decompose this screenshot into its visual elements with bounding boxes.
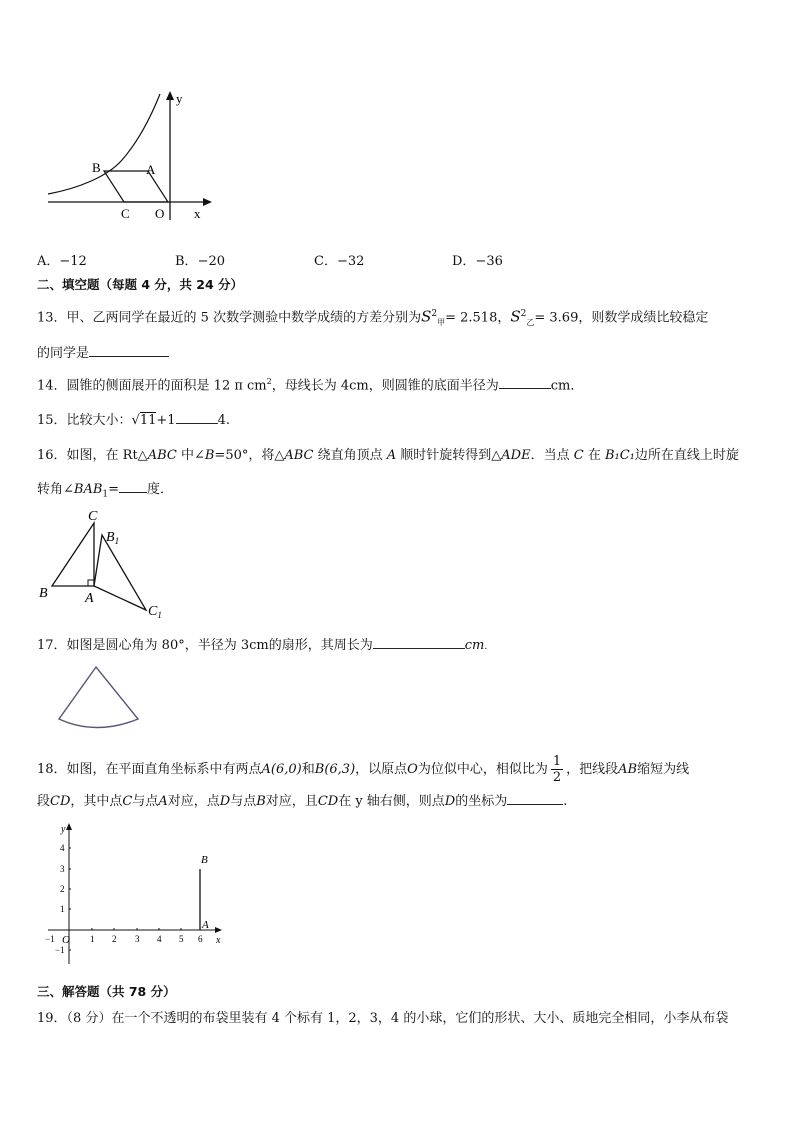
q18-line1: 18．如图，在平面直角坐标系中有两点A(6,0)和B(6,3)，以原点O为位似中心，相似比为 $\frac{1}{2}$ ，把线段AB缩短为线: [37, 754, 690, 785]
answer-blank-15[interactable]: [176, 410, 218, 424]
curve: [48, 94, 160, 194]
x-tick-label: 2: [112, 934, 117, 944]
y-tick-label: 2: [60, 884, 65, 894]
q13-line1: 13．甲、乙两同学在最近的 5 次数学测验中数学成绩的方差分别为$S^2_甲= 2.518$，$S^2_乙= 3.69$，则数学成绩比较稳定: [37, 307, 709, 327]
x-tick-label: 1: [90, 934, 95, 944]
sqrt-symbol: √: [131, 413, 140, 428]
x-tick-label: 6: [198, 934, 203, 944]
label-B: B: [92, 160, 101, 175]
q18-line2: 段CD，其中点C与点A对应，点D与点B对应，且CD在 y 轴右侧，则点D的坐标为 .: [37, 791, 567, 811]
q16-line2: 转角$\angle BAB_1=$ 度．: [37, 479, 173, 504]
section-3-title: 三、解答题（共 78 分）: [37, 984, 176, 999]
triangle-abc: [52, 523, 94, 586]
right-angle-mark: [88, 580, 94, 586]
y-tick-label: 4: [60, 843, 65, 853]
x-tick-label: 5: [179, 934, 184, 944]
q17-line: 17．如图是圆心角为 80°，半径为 3cm的扇形，其周长为 cm.: [37, 635, 487, 656]
answer-blank-14[interactable]: [499, 375, 551, 389]
q14-line: 14．圆锥的侧面展开的面积是 12 π $cm^2$，母线长为 4cm，则圆锥的底面半径为 cm．: [37, 377, 584, 394]
fig16-A: A: [85, 591, 94, 606]
label-O: O: [155, 206, 165, 221]
fig18-point-B: B: [201, 854, 208, 866]
y-tick-label: −1: [55, 945, 65, 955]
fig18-y: y: [61, 824, 66, 835]
fig18-origin: O: [62, 934, 70, 946]
answer-blank-17[interactable]: [373, 635, 465, 649]
label-y: y: [176, 91, 183, 106]
answer-blank-13[interactable]: [89, 343, 169, 357]
label-C: C: [121, 206, 130, 221]
parallelogram-abco: [104, 171, 168, 202]
label-x: x: [194, 206, 201, 221]
q16-line1: 16．如图，在 Rt△ABC 中∠B=50°，将△ABC 绕直角顶点 A 顺时针旋转得到△ADE．当点 C 在 B₁C₁边所在直线上时旋: [37, 448, 739, 463]
fig16-B1: $B_1$: [106, 530, 120, 546]
answer-blank-16[interactable]: [119, 479, 147, 493]
y-tick-label: 1: [60, 904, 65, 914]
fig16-C1: $C_1$: [148, 604, 162, 620]
x-tick-label: −1: [45, 934, 55, 944]
section-2-title: 二、填空题（每题 4 分，共 24 分）: [37, 277, 244, 292]
option-d: D．−36: [452, 254, 503, 269]
q19-line: 19．（8 分）在一个不透明的布袋里装有 4 个标有 1，2，3，4 的小球，它们的形状、大小、质地完全相同，小李从布袋: [37, 1011, 729, 1026]
q15-line: 15．比较大小：√11+1 4.: [37, 410, 230, 430]
fig18-x: x: [216, 935, 221, 946]
x-tick-label: 4: [157, 934, 162, 944]
figure-q12: [40, 88, 220, 228]
label-A: A: [146, 162, 156, 177]
triangle-ab1c1: [94, 535, 146, 610]
figure-q18-plane: [40, 818, 230, 968]
option-a: A．−12: [37, 254, 87, 269]
fig18-point-A: A: [202, 919, 209, 931]
figure-q16: [35, 505, 175, 620]
answer-blank-18[interactable]: [507, 791, 563, 805]
fig16-C: C: [88, 509, 98, 524]
y-tick-label: 3: [60, 864, 65, 874]
fraction: $\frac{1}{2}$: [552, 754, 562, 785]
option-b: B．−20: [175, 254, 225, 269]
x-tick-label: 3: [135, 934, 140, 944]
figure-q17-sector: [55, 664, 145, 734]
fig16-B: B: [39, 586, 48, 601]
option-c: C．−32: [314, 254, 365, 269]
q13-line2: 的同学是: [37, 343, 169, 363]
